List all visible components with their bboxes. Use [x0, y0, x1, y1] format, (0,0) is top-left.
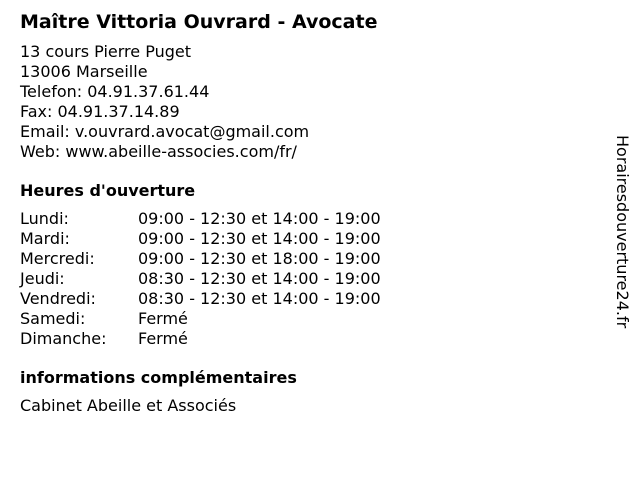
- day-hours: Fermé: [138, 309, 188, 328]
- day-label: Vendredi:: [20, 289, 96, 308]
- business-card: [20, 10, 600, 416]
- day-label: Samedi:: [20, 309, 86, 328]
- day-hours: 09:00 - 12:30 et 14:00 - 19:00: [138, 209, 381, 228]
- day-label: Mardi:: [20, 229, 70, 248]
- contact-block: [20, 42, 600, 162]
- hours-row-thursday: [20, 269, 600, 289]
- hours-row-saturday: [20, 309, 600, 329]
- day-hours: 09:00 - 12:30 et 18:00 - 19:00: [138, 249, 381, 268]
- opening-hours-table: [20, 209, 600, 349]
- hours-row-tuesday: [20, 229, 600, 249]
- day-label: Lundi:: [20, 209, 69, 228]
- address-city: 13006 Marseille: [20, 62, 148, 81]
- additional-info-text: Cabinet Abeille et Associés: [20, 396, 237, 415]
- day-label: Mercredi:: [20, 249, 95, 268]
- hours-row-wednesday: [20, 249, 600, 269]
- additional-info-heading: informations complémentaires: [20, 368, 297, 387]
- day-hours: 08:30 - 12:30 et 14:00 - 19:00: [138, 289, 381, 308]
- business-title: Maître Vittoria Ouvrard - Avocate: [20, 11, 378, 33]
- site-watermark: Horairesdouverture24.fr: [613, 135, 632, 329]
- hours-row-friday: [20, 289, 600, 309]
- day-hours: 08:30 - 12:30 et 14:00 - 19:00: [138, 269, 381, 288]
- fax-number: Fax: 04.91.37.14.89: [20, 102, 180, 121]
- hours-row-monday: [20, 209, 600, 229]
- opening-hours-heading: Heures d'ouverture: [20, 181, 196, 200]
- day-hours: 09:00 - 12:30 et 14:00 - 19:00: [138, 229, 381, 248]
- day-label: Jeudi:: [20, 269, 65, 288]
- email-address: Email: v.ouvrard.avocat@gmail.com: [20, 122, 310, 141]
- hours-row-sunday: [20, 329, 600, 349]
- day-label: Dimanche:: [20, 329, 107, 348]
- website-url: Web: www.abeille-associes.com/fr/: [20, 142, 297, 161]
- day-hours: Fermé: [138, 329, 188, 348]
- address-street: 13 cours Pierre Puget: [20, 42, 191, 61]
- phone-number: Telefon: 04.91.37.61.44: [20, 82, 210, 101]
